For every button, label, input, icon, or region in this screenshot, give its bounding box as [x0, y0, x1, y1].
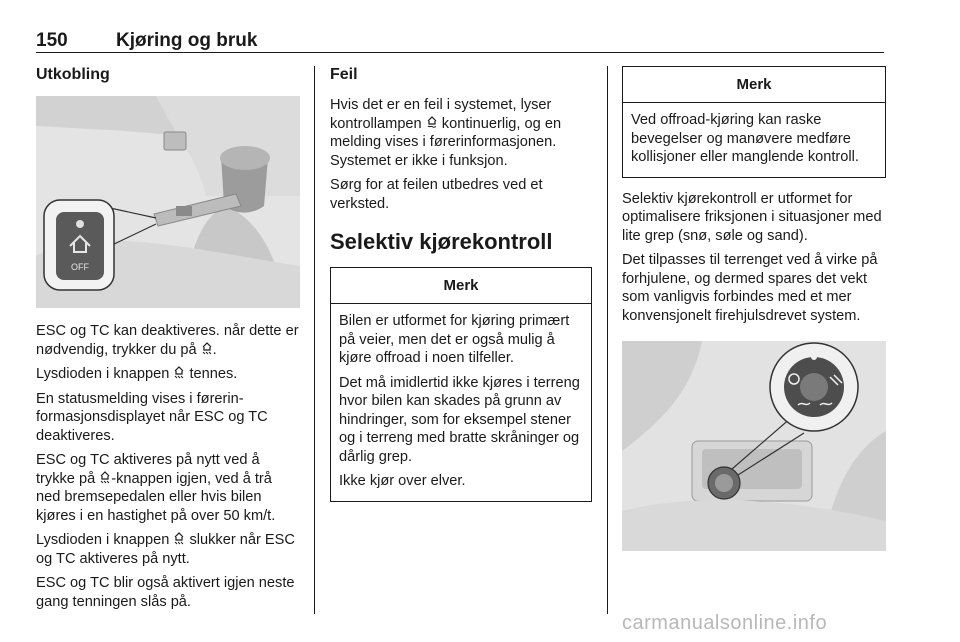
paragraph: Det tilpasses til terrenget ved å virke på forhjulene, og dermed spares det vekt som vanligvis forbindes med et mer konvensjonelt firehjulsdrevet system. — [622, 252, 878, 324]
page-number: 150 — [36, 30, 68, 51]
section-heading-utkobling: Utkobling — [36, 66, 110, 83]
section-title-selektiv: Selektiv kjørekontroll — [330, 229, 553, 254]
paragraph: ESC og TC aktiveres på nytt ved å trykke på -knappen igjen, ved å trå ned bremsepedalen eller hvis bilen kjøres i en hastighet på over 50 km/t. — [36, 452, 276, 524]
drive-mode-selector-illustration — [622, 341, 886, 551]
esc-off-icon — [201, 342, 213, 356]
column-divider — [314, 66, 315, 614]
paragraph: ESC og TC blir også aktivert igjen neste gang tenningen slås på. — [36, 575, 295, 610]
watermark: carmanualsonline.info — [622, 612, 828, 634]
section-heading-feil: Feil — [330, 66, 358, 83]
paragraph: Hvis det er en feil i systemet, lyser kontrollampen kontinuerlig, og en melding vises i førerinformasjonen. Systemet er ikke i funksjon. — [330, 97, 562, 169]
esc-off-icon — [173, 366, 185, 380]
paragraph: Lysdioden i knappen tennes. — [36, 366, 238, 382]
page-header — [36, 30, 884, 53]
paragraph: Det må imidlertid ikke kjøres i terreng hvor bilen kan skades på grunn av hindringer, som for eksempel stener og i terreng med bratte skråninger og dårlig grep. — [339, 374, 580, 465]
column-middle — [330, 60, 592, 514]
paragraph: Sørg for at feilen utbedres ved et verksted. — [330, 177, 543, 212]
note-box — [330, 267, 592, 502]
esc-off-icon — [173, 532, 185, 546]
paragraph: Ikke kjør over elver. — [339, 473, 466, 489]
paragraph: ESC og TC kan deaktiveres. når dette er nødvendig, trykker du på . — [36, 323, 299, 358]
esc-button-illustration — [36, 96, 300, 308]
note-box — [622, 66, 886, 178]
paragraph: Bilen er utformet for kjøring primært på veier, men det er også mulig å kjøre offroad i noen tilfeller. — [339, 313, 570, 366]
note-title: Merk — [331, 268, 591, 304]
column-left — [36, 60, 300, 617]
esc-warning-lamp-icon — [426, 116, 438, 130]
column-right — [622, 60, 886, 551]
paragraph: Lysdioden i knappen slukker når ESC og TC aktiveres på nytt. — [36, 532, 295, 567]
column-divider — [607, 66, 608, 614]
note-title: Merk — [623, 67, 885, 103]
note-body — [331, 304, 591, 501]
off-label: OFF — [71, 262, 89, 272]
dashboard-illustration — [36, 96, 300, 308]
paragraph: Selektiv kjørekontroll er utformet for optimalisere friksjonen i situasjoner med lite grep (snø, søle og sand). — [622, 190, 882, 244]
page-title: Kjøring og bruk — [116, 30, 258, 51]
paragraph: En statusmelding vises i førerinformasjonsdisplayet når ESC og TC deaktiveres. — [36, 390, 268, 444]
note-body — [623, 103, 885, 177]
console-illustration — [622, 341, 886, 551]
esc-off-icon — [99, 471, 111, 485]
paragraph: Ved offroad-kjøring kan raske bevegelser og manøvere medføre kollisjoner eller manglende kontroll. — [631, 112, 859, 165]
